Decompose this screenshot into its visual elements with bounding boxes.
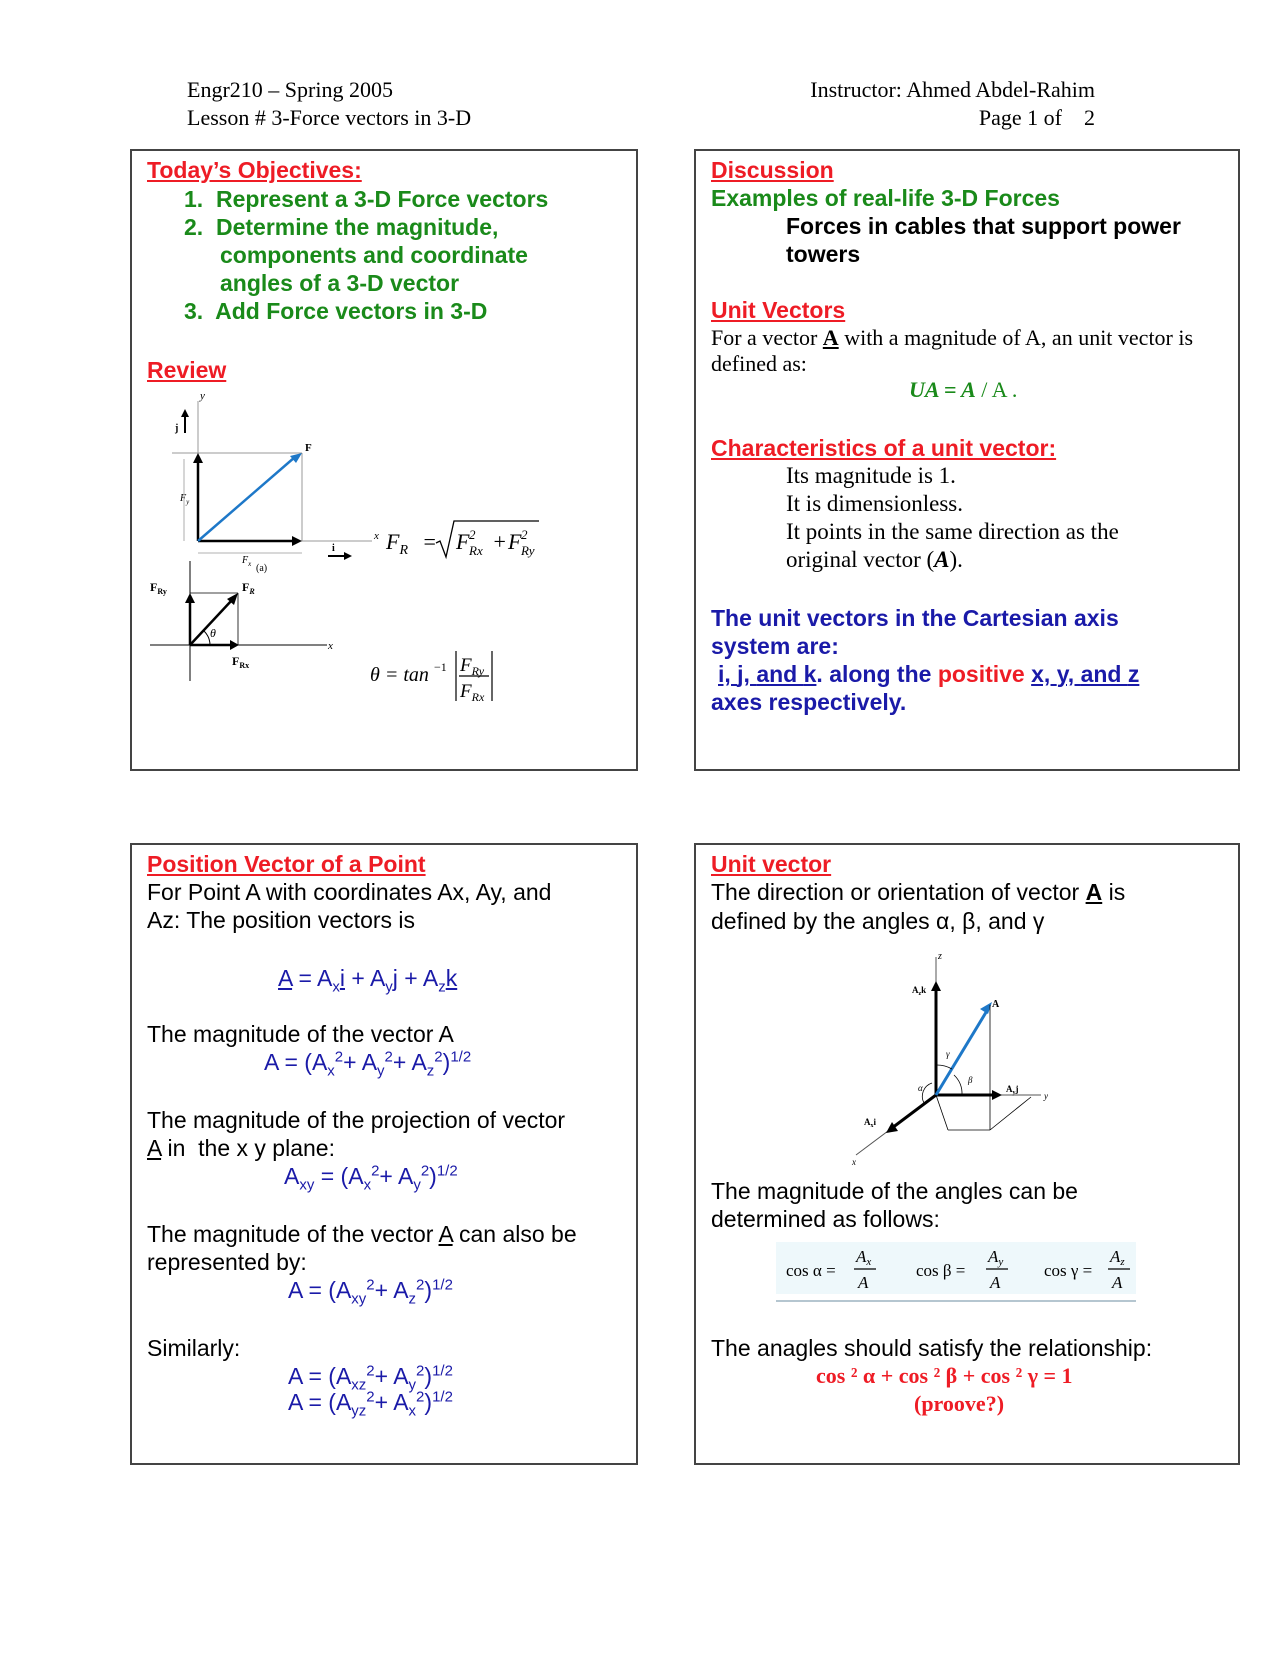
cartesian-line2: system are: — [711, 633, 839, 659]
svg-text:FRy: $F_{Ry}$ — [460, 655, 485, 678]
svg-text:A: A — [990, 1273, 1001, 1292]
lesson-title: Lesson # 3-Force vectors in 3-D — [187, 105, 472, 130]
projection-equation: $A_{xy} = (A_x^2+ A_y^2)^{1/2}$ — [284, 1162, 458, 1194]
svg-text:cos γ =: cos γ = — [1044, 1261, 1093, 1280]
svg-text:FRx: $F_{Rx}$ — [460, 681, 485, 704]
alternative-line1: The magnitude of the vector A can also be — [147, 1221, 577, 1247]
magnitude-equation: $A = (A_x^2+ A_y^2+ A_z^2)^{1/2}$ — [264, 1048, 472, 1080]
fy-label: $F_y$ — [180, 493, 190, 506]
position-vector-slide — [130, 843, 638, 1465]
svg-text:y: y — [1044, 1091, 1048, 1101]
characteristic-2: It is dimensionless. — [786, 491, 963, 516]
svg-text:Az: Az — [1110, 1247, 1125, 1268]
characteristic-3: It points in the same direction as the — [786, 519, 1119, 544]
orientation-line2: defined by the angles α, β, and γ — [711, 908, 1045, 934]
svg-text:F: F — [508, 529, 522, 554]
characteristic-4: original vector (A). — [786, 547, 963, 572]
unit-vectors-heading: Unit Vectors — [711, 297, 846, 323]
similar-equation-1: $A = (A_{xz}^2+ A_y^2)^{1/2}$ — [288, 1362, 453, 1394]
objectives-list: 1. Represent a 3-D Force vectors 2. Determine the magnitude, components and coordinate angles of a 3-D vector 3. Add Force vectors in 3-D — [184, 186, 549, 324]
y-axis-label: y — [200, 391, 205, 402]
x-axis-label: x — [374, 530, 379, 542]
svg-text:FRx: $F_{Rx}$ — [232, 654, 250, 670]
j-unit-label: j — [175, 423, 179, 434]
svg-text:A: A — [992, 999, 1000, 1010]
svg-text:FR: $F_R$ — [242, 580, 255, 596]
svg-text:FRy: $F_{Ry}$ — [150, 580, 167, 596]
cartesian-line1: The unit vectors in the Cartesian axis — [711, 605, 1119, 631]
svg-text:Ax: Ax — [856, 1247, 872, 1268]
svg-text:=: = — [418, 529, 442, 554]
projection-line2: A in the x y plane: — [147, 1135, 335, 1161]
svg-text:−1: −1 — [434, 660, 447, 674]
header-right — [810, 76, 1095, 132]
position-intro-line1: For Point A with coordinates Ax, Ay, and — [147, 879, 552, 905]
svg-text:Ay: Ay — [988, 1247, 1004, 1268]
unit-vector-angles-slide — [694, 843, 1240, 1465]
instructor-name: Instructor: Ahmed Abdel-Rahim — [810, 77, 1095, 102]
position-vector-equation: $A = A_xi + A_yj + A_zk$ — [278, 965, 458, 996]
svg-text:Ry: Ry — [521, 543, 535, 558]
position-vector-heading: Position Vector of a Point — [147, 851, 426, 877]
direction-angles-figure — [836, 945, 1066, 1170]
similar-equation-2: $A = (A_{yz}^2+ A_x^2)^{1/2}$ — [288, 1388, 453, 1420]
real-life-forces-subheading: Examples of real-life 3-D Forces — [711, 185, 1060, 211]
svg-text:x: x — [852, 1157, 856, 1167]
unit-vector-formula: UA = A / A . — [909, 377, 1018, 402]
discussion-unit-vectors-slide — [694, 149, 1240, 771]
svg-text:β: β — [968, 1075, 973, 1085]
svg-text:Ayj: $A_yj$ — [1006, 1084, 1019, 1096]
svg-text:A: A — [858, 1273, 869, 1292]
svg-text:Axi: $A_xi$ — [864, 1117, 877, 1129]
vector-components-figure — [152, 391, 382, 566]
alternative-line2: represented by: — [147, 1249, 307, 1275]
svg-text:2: 2 — [469, 527, 476, 542]
f-resultant-arrow — [198, 457, 295, 541]
characteristics-heading: Characteristics of a unit vector: — [711, 435, 1057, 461]
svg-text:θ: θ — [210, 626, 216, 640]
unit-vector-definition-line2: defined as: — [711, 351, 807, 376]
objectives-review-slide — [130, 149, 638, 771]
orientation-line1: The direction or orientation of vector A is — [711, 879, 1126, 905]
course-title: Engr210 – Spring 2005 — [187, 77, 393, 102]
svg-text:FR: $F_R$ — [386, 529, 409, 558]
unit-vector-definition: For a vector A with a magnitude of A, an unit vector is — [711, 325, 1194, 350]
cartesian-line4: axes respectively. — [711, 689, 907, 715]
angles-line1: The magnitude of the angles can be — [711, 1178, 1078, 1204]
resultant-angle-formula — [368, 639, 518, 709]
svg-text:x: x — [328, 640, 333, 652]
svg-text:γ: γ — [946, 1049, 950, 1059]
proove-note: (proove?) — [914, 1391, 1005, 1416]
svg-text:A: A — [1112, 1273, 1123, 1292]
cosine-identity: cos ² α + cos ² β + cos ² γ = 1 — [816, 1363, 1073, 1388]
svg-text:cos α =: cos α = — [786, 1261, 836, 1280]
direction-cosines-formulas — [776, 1238, 1136, 1308]
svg-text:θ = tan: θ = tan — [370, 664, 429, 686]
svg-text:z: z — [938, 951, 942, 962]
f-label: F — [305, 442, 312, 454]
review-heading: Review — [147, 357, 227, 383]
position-intro-line2: Az: The position vectors is — [147, 907, 416, 933]
objective-item: 1. Represent a 3-D Force vectors — [184, 186, 549, 212]
objective-item: 2. Determine the magnitude, — [184, 214, 499, 240]
i-unit-label: i — [332, 543, 335, 554]
fx-label: $F_x$ — [242, 555, 252, 566]
forces-example-line1: Forces in cables that support power — [786, 213, 1181, 239]
objectives-heading: Today’s Objectives: — [147, 157, 362, 183]
svg-text:Azk: $A_zk$ — [912, 985, 927, 997]
svg-text:Rx: Rx — [469, 543, 483, 558]
svg-text:F: F — [456, 529, 470, 554]
cartesian-line3: i, j, and k. along the positive x, y, and z — [718, 661, 1140, 687]
discussion-heading: Discussion — [711, 157, 834, 183]
forces-example-line2: towers — [786, 241, 861, 267]
alternative-equation: $A = (A_{xy}^2+ A_z^2)^{1/2}$ — [288, 1276, 453, 1308]
similarly-label: Similarly: — [147, 1335, 241, 1361]
characteristic-1: Its magnitude is 1. — [786, 463, 956, 488]
resultant-angle-figure — [142, 549, 342, 689]
angles-line2: determined as follows: — [711, 1206, 940, 1232]
unit-vector-heading: Unit vector — [711, 851, 832, 877]
relationship-line: The anagles should satisfy the relationship: — [711, 1335, 1153, 1361]
svg-text:cos β =: cos β = — [916, 1261, 966, 1280]
magnitude-label: The magnitude of the vector A — [147, 1021, 454, 1047]
page-number: Page 1 of 2 — [978, 105, 1095, 130]
svg-text:2: 2 — [521, 527, 528, 542]
svg-text:+: + — [488, 529, 512, 554]
figure-a-caption: (a) — [256, 563, 268, 574]
projection-line1: The magnitude of the projection of vector — [147, 1107, 566, 1133]
svg-text:α: α — [918, 1083, 923, 1093]
objective-item: 3. Add Force vectors in 3-D — [184, 298, 488, 324]
resultant-magnitude-formula — [384, 515, 544, 565]
header-left — [187, 76, 471, 132]
